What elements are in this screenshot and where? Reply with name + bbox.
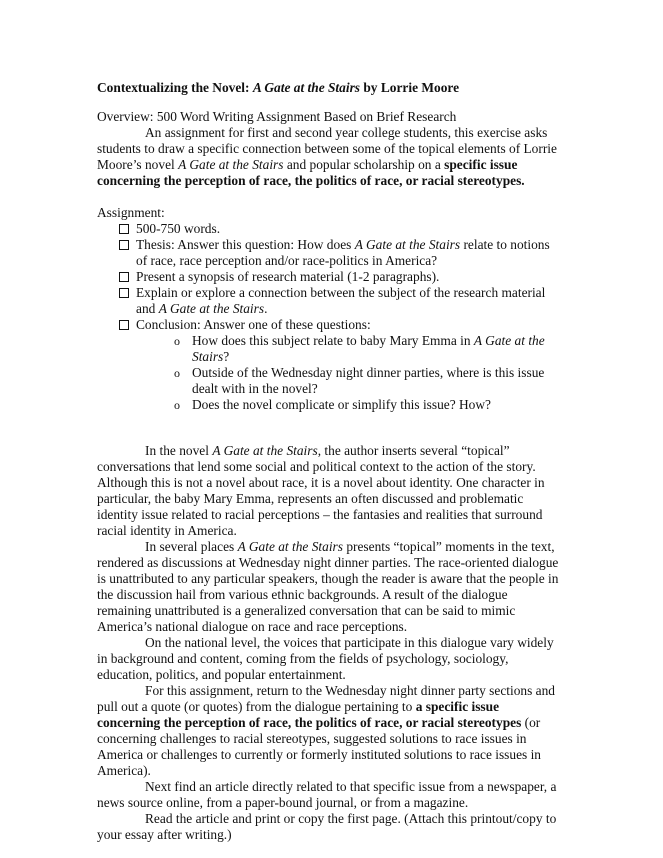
- book-title: A Gate at the Stairs: [192, 333, 545, 364]
- book-title: A Gate at the Stairs: [237, 539, 343, 554]
- question-item: o How does this subject relate to baby Mary Emma in A Gate at the Stairs?: [174, 333, 545, 364]
- assignment-checklist: [97, 221, 563, 413]
- checklist-item: Explain or explore a connection between the subject of the research material and A Gate at the Stairs.: [119, 285, 563, 317]
- body-paragraph: In several places A Gate at the Stairs presents “topical” moments in the text, rendered as discussions at Wednesday night dinner parties. The race-oriented dialogue is unattributed to any particular speakers, though the reader is aware that the people in the discussion hail from various ethnic backgrounds. A result of the dialogue remaining unattributed is a generalized conversation that can be said to mimic America’s national dialogue on race and race perceptions.: [97, 539, 559, 634]
- circle-bullet-icon: o: [174, 398, 180, 412]
- book-title: A Gate at the Stairs: [252, 80, 360, 95]
- overview-paragraph: An assignment for first and second year college students, this exercise asks students to draw a specific connection between some of the topical elements of Lorrie Moore’s novel A Gate at the Stairs and popular scholarship on a specific issue concerning the perception of race, the politics of race, or racial stereotypes.: [97, 125, 557, 188]
- book-title: A Gate at the Stairs: [158, 301, 265, 316]
- checklist-item: Present a synopsis of research material (1-2 paragraphs).: [119, 269, 563, 285]
- question-item: o Outside of the Wednesday night dinner parties, where is this issue dealt with in the novel?: [174, 365, 545, 396]
- overview-heading: Overview: 500 Word Writing Assignment Based on Brief Research: [97, 109, 457, 124]
- checkbox-icon: [119, 240, 129, 250]
- checkbox-icon: [119, 272, 129, 282]
- body-paragraph: For this assignment, return to the Wednesday night dinner party sections and pull out a quote (or quotes) from the dialogue pertaining to a specific issue concerning the perception of race, the politics of race, or racial stereotypes (or concerning challenges to racial stereotypes, suggested solutions to race issues in America or challenges to currently or formerly instituted solutions to race issues in America).: [97, 683, 555, 778]
- body-paragraph: Next find an article directly related to that specific issue from a newspaper, a news source online, from a paper-bound journal, or from a magazine.: [97, 779, 557, 810]
- document-body: [97, 80, 563, 843]
- body-paragraph: Read the article and print or copy the first page. (Attach this printout/copy to your essay after writing.): [97, 811, 557, 842]
- checkbox-icon: [119, 288, 129, 298]
- body-paragraph: In the novel A Gate at the Stairs, the author inserts several “topical” conversations that lend some social and political context to the action of the story. Although this is not a novel about race, it is a novel about identity. One character in particular, the baby Mary Emma, represents an often discussed and problematic identity issue related to racial perceptions – the fantasies and realities that surround racial identity in America.: [97, 443, 545, 538]
- key-topic: specific issue concerning the perception of race, the politics of race, or racial stereotypes.: [97, 157, 525, 188]
- assignment-heading: Assignment:: [97, 205, 165, 220]
- checklist-item: Thesis: Answer this question: How does A Gate at the Stairs relate to notions of race, race perception and/or race-politics in America?: [119, 237, 563, 269]
- checkbox-icon: [119, 224, 129, 234]
- body-paragraph: On the national level, the voices that participate in this dialogue vary widely in background and content, coming from the fields of psychology, sociology, education, politics, and popular entertainment.: [97, 635, 554, 682]
- checkbox-icon: [119, 320, 129, 330]
- conclusion-questions: [136, 333, 563, 413]
- checklist-item: 500-750 words.: [119, 221, 563, 237]
- question-item: o Does the novel complicate or simplify this issue? How?: [174, 397, 491, 412]
- book-title: A Gate at the Stairs: [354, 237, 461, 252]
- key-topic: a specific issue concerning the perception of race, the politics of race, or racial stereotypes: [97, 699, 522, 730]
- document-title: Contextualizing the Novel: A Gate at the Stairs by Lorrie Moore: [97, 80, 460, 95]
- checklist-item: Conclusion: Answer one of these questions: o How does this subject relate to baby Mary Emma in A Gate at the Stairs? o Outside of the Wednesday night dinner parties, where is this issue dealt with in the novel? o Does the novel complicate or simplify this issue? How?: [119, 317, 563, 413]
- circle-bullet-icon: o: [174, 366, 180, 380]
- book-title: A Gate at the Stairs: [212, 443, 318, 458]
- circle-bullet-icon: o: [174, 334, 180, 348]
- book-title: A Gate at the Stairs: [178, 157, 284, 172]
